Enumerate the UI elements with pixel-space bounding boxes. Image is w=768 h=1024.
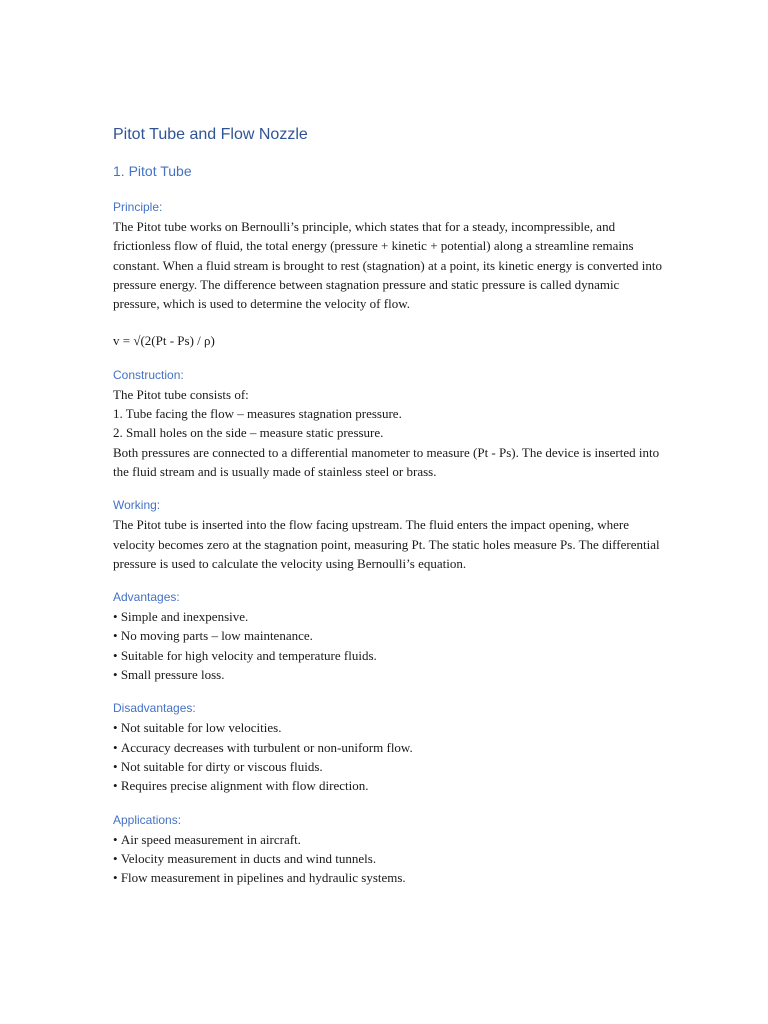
disadvantages-section xyxy=(113,699,663,795)
disadvantages-heading: Disadvantages: xyxy=(113,701,196,716)
velocity-formula: v = √(2(Pt - Ps) / ρ) xyxy=(113,333,215,349)
list-item: • Velocity measurement in ducts and wind tunnels. xyxy=(113,849,663,868)
advantages-section xyxy=(113,588,663,684)
applications-section xyxy=(113,811,663,888)
principle-section xyxy=(113,198,663,351)
working-heading: Working: xyxy=(113,498,161,513)
advantages-heading: Advantages: xyxy=(113,590,180,605)
list-item: • Small pressure loss. xyxy=(113,665,663,684)
list-item: • Flow measurement in pipelines and hydraulic systems. xyxy=(113,868,663,887)
list-item: • No moving parts – low maintenance. xyxy=(113,626,663,645)
construction-text: Both pressures are connected to a differential manometer to measure (Pt - Ps). The device is inserted into the fluid stream and is usually made of stainless steel or brass. xyxy=(113,444,660,479)
section-title-pitot-tube: 1. Pitot Tube xyxy=(113,163,192,179)
advantages-list xyxy=(113,607,663,684)
construction-intro: The Pitot tube consists of: xyxy=(113,386,249,402)
list-item: • Not suitable for dirty or viscous fluids. xyxy=(113,757,663,776)
list-item: • Simple and inexpensive. xyxy=(113,607,663,626)
document-page xyxy=(113,124,663,887)
applications-list xyxy=(113,830,663,888)
construction-item: 2. Small holes on the side – measure static pressure. xyxy=(113,425,384,441)
working-text: The Pitot tube is inserted into the flow facing upstream. The fluid enters the impact opening, where velocity becomes zero at the stagnation point, measuring Pt. The static holes measure Ps. The differential pressure is used to calculate the velocity using Bernoulli’s equation. xyxy=(113,517,660,571)
list-item: • Accuracy decreases with turbulent or non-uniform flow. xyxy=(113,738,663,757)
list-item: • Not suitable for low velocities. xyxy=(113,718,663,737)
applications-heading: Applications: xyxy=(113,812,182,827)
list-item: • Requires precise alignment with flow direction. xyxy=(113,776,663,795)
principle-heading: Principle: xyxy=(113,200,163,214)
document-title: Pitot Tube and Flow Nozzle xyxy=(113,126,308,143)
principle-text: The Pitot tube works on Bernoulli’s principle, which states that for a steady, incompressible, and frictionless flow of fluid, the total energy (pressure + kinetic + potential) along a streamline remains constant. When a fluid stream is brought to rest (stagnation) at a point, its kinetic energy is converted into pressure energy. The difference between stagnation pressure and static pressure is called dynamic pressure, which is used to determine the velocity of flow. xyxy=(113,219,663,312)
construction-section xyxy=(113,366,663,481)
construction-item: 1. Tube facing the flow – measures stagnation pressure. xyxy=(113,406,402,422)
disadvantages-list xyxy=(113,718,663,795)
list-item: • Air speed measurement in aircraft. xyxy=(113,830,663,849)
list-item: • Suitable for high velocity and temperature fluids. xyxy=(113,646,663,665)
construction-heading: Construction: xyxy=(113,367,184,382)
working-section xyxy=(113,496,663,573)
